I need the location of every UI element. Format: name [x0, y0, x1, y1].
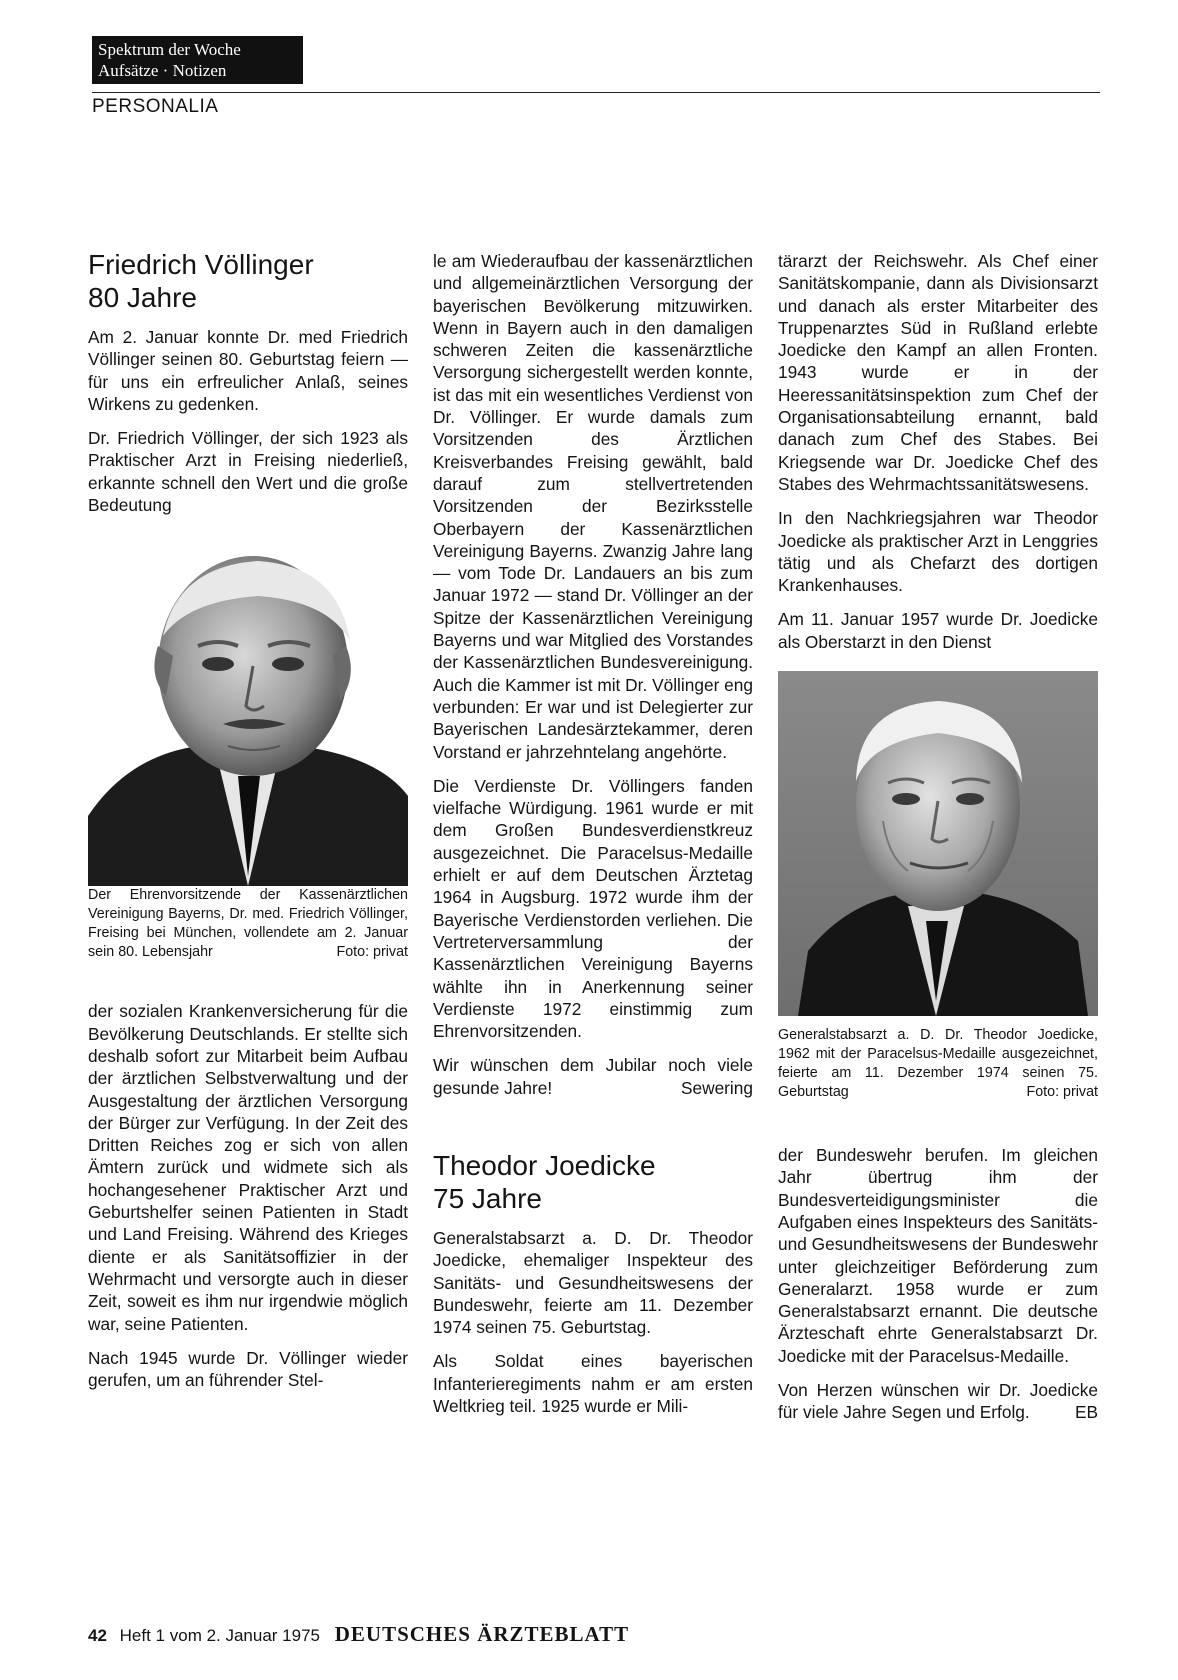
photo-credit: Foto: privat [336, 944, 408, 961]
article-1-title-line-1: Friedrich Völlinger [88, 249, 314, 280]
article-2-paragraph: Als Soldat eines bayerischen Infanterieregiments nahm er am ersten Weltkrieg teil. 1925 wurde er Mili- [433, 1351, 753, 1417]
page-number: 42 [88, 1626, 107, 1645]
article-1-photo-caption [88, 886, 408, 962]
article-1-paragraph: Am 2. Januar konnte Dr. med Friedrich Völlinger seinen 80. Geburtstag feiern — für uns ein erfreulicher Anlaß, seines Wirkens zu gedenken. [88, 327, 408, 414]
article-1-paragraph: Dr. Friedrich Völlinger, der sich 1923 als Praktischer Arzt in Freising niederließ, erkannte schnell den Wert und die große Bedeutung [88, 428, 408, 516]
header-rule [92, 92, 1100, 93]
article-1-paragraph: der sozialen Krankenversicherung für die Bevölkerung Deutschlands. Er stellte sich deshalb sofort zur Mitarbeit beim Aufbau der ärztlichen Selbstverwaltung und der Ausgestaltung der ärztlichen Versorgung der Bürger zur Verfügung. In der Zeit des Dritten Reiches zog er sich von allen Ämtern zurück und widmete sich als hochangesehener Praktischer Arzt und Geburtshelfer seinen Patienten in Stadt und Land Freising. Während des Krieges diente er als Sanitätsoffizier in der Wehrmacht und versorgte auch in dieser Zeit, soweit es ihm nur irgendwie möglich war, seine Patienten. [88, 1001, 408, 1334]
journal-name: DEUTSCHES ÄRZTEBLATT [334, 1622, 630, 1646]
article-2-title-line-2: 75 Jahre [433, 1182, 542, 1214]
photo-credit: Foto: privat [1026, 1084, 1098, 1101]
portrait-image [778, 671, 1098, 1016]
signature: Sewering [680, 1077, 753, 1098]
article-2-paragraph: Am 11. Januar 1957 wurde Dr. Joedicke als Oberstarzt in den Dienst [778, 609, 1098, 652]
column-3 [778, 250, 1098, 1424]
masthead-line-1: Spektrum der Woche [98, 40, 241, 59]
article-1-paragraph: Nach 1945 wurde Dr. Völlinger wieder gerufen, um an führender Stel- [88, 1347, 408, 1391]
masthead-box [92, 36, 303, 84]
article-1-signoff [433, 1054, 753, 1099]
portrait-image [88, 546, 408, 886]
article-2-paragraph: In den Nachkriegsjahren war Theodor Joedicke als praktischer Arzt in Lenggries tätig und als Chefarzt des dortigen Krankenhauses. [778, 508, 1098, 596]
article-1-title-line-2: 80 Jahre [88, 282, 197, 313]
article-2-photo-caption [778, 1026, 1098, 1102]
article-1-title [88, 248, 408, 314]
article-2-portrait-photo [778, 671, 1098, 1016]
closing-text: Wir wünschen dem Jubilar noch viele gesunde Jahre! [433, 1055, 753, 1098]
column-1 [88, 248, 408, 1391]
issue-info: Heft 1 vom 2. Januar 1975 [119, 1626, 320, 1645]
masthead-line-2: Aufsätze · Notizen [98, 61, 227, 80]
article-1-paragraph: le am Wiederaufbau der kassenärztlichen und allgemeinärztlichen Versorgung der bayerischen Bevölkerung mitzuwirken. Wenn in Bayern auch in den damaligen schweren Zeiten die kassenärztliche Versorgung sichergestellt werden konnte, ist das mit ein wesentliches Verdienst von Dr. Völlinger. Er wurde damals zum Vorsitzenden des Ärztlichen Kreisverbandes Freising gewählt, bald darauf zum stellvertretenden Vorsitzenden der Bezirksstelle Oberbayern der Kassenärztlichen Vereinigung Bayerns. Zwanzig Jahre lang — vom Tode Dr. Landauers an bis zum Januar 1972 — stand Dr. Völlinger an der Spitze der Kassenärztlichen Vereinigung Bayerns und war Mitglied des Vorstandes der Kassenärztlichen Bundesvereinigung. Auch die Kammer ist mit Dr. Völlinger eng verbunden: Er war und ist Delegierter zur Bayerischen Landesärztekammer, deren Vorstand er jahrzehntelang angehörte. [433, 251, 753, 762]
article-2-title [433, 1149, 753, 1215]
closing-text: Von Herzen wünschen wir Dr. Joedicke für viele Jahre Segen und Erfolg. [778, 1380, 1098, 1423]
article-2-title-line-1: Theodor Joedicke [433, 1149, 656, 1181]
article-1-paragraph: Die Verdienste Dr. Völlingers fanden vielfache Würdigung. 1961 wurde er mit dem Großen Bundesverdienstkreuz ausgezeichnet. Die Paracelsus-Medaille erhielt er auf dem Deutschen Ärztetag 1964 in Augsburg. 1972 wurde ihm der Bayerische Verdienstorden verliehen. Die Vertreterversammlung der Kassenärztlichen Vereinigung Bayerns wählte ihn in Anerkennung seiner Verdienste 1972 einstimmig zum Ehrenvorsitzenden. [433, 775, 753, 1042]
caption-text: Generalstabsarzt a. D. Dr. Theodor Joedicke, 1962 mit der Paracelsus-Medaille ausgezeichnet, feierte am 11. Dezember 1974 seinen 75. Geburtstag [778, 1027, 1098, 1101]
article-2-signoff [778, 1379, 1098, 1424]
signature: EB [1074, 1402, 1098, 1423]
article-2-paragraph: tärarzt der Reichswehr. Als Chef einer Sanitätskompanie, dann als Divisionsarzt und danach als erster Mitarbeiter des Truppenarztes Süd in Rußland erlebte Joedicke den Kampf an allen Fronten. 1943 wurde er in der Heeressanitätsinspektion zum Chef der Organisationsabteilung ernannt, bald danach zum Chef des Stabes. Bei Kriegsende war Dr. Joedicke Chef des Stabes des Wehrmachtssanitätswesens. [778, 251, 1098, 494]
article-1-portrait-photo [88, 546, 408, 886]
column-2 [433, 250, 753, 1417]
section-label: PERSONALIA [92, 96, 219, 117]
article-2-paragraph: der Bundeswehr berufen. Im gleichen Jahr übertrug ihm der Bundesverteidigungsminister die Aufgaben eines Inspekteurs des Sanitäts- und Gesundheitswesens der Bundeswehr unter gleichzeitiger Beförderung zum Generalarzt. 1958 wurde er zum Generalstabsarzt ernannt. Die deutsche Ärzteschaft ehrte Generalstabsarzt Dr. Joedicke mit der Paracelsus-Medaille. [778, 1145, 1098, 1366]
article-2-paragraph: Generalstabsarzt a. D. Dr. Theodor Joedicke, ehemaliger Inspekteur des Sanitäts- und Gesundheitswesens der Bundeswehr, feierte am 11. Dezember 1974 seinen 75. Geburtstag. [433, 1227, 753, 1338]
caption-text: Der Ehrenvorsitzende der Kassenärztlichen Vereinigung Bayerns, Dr. med. Friedrich Völlinger, Freising bei München, vollendete am 2. Januar sein 80. Lebensjahr [88, 887, 408, 961]
page-footer [88, 1622, 629, 1647]
